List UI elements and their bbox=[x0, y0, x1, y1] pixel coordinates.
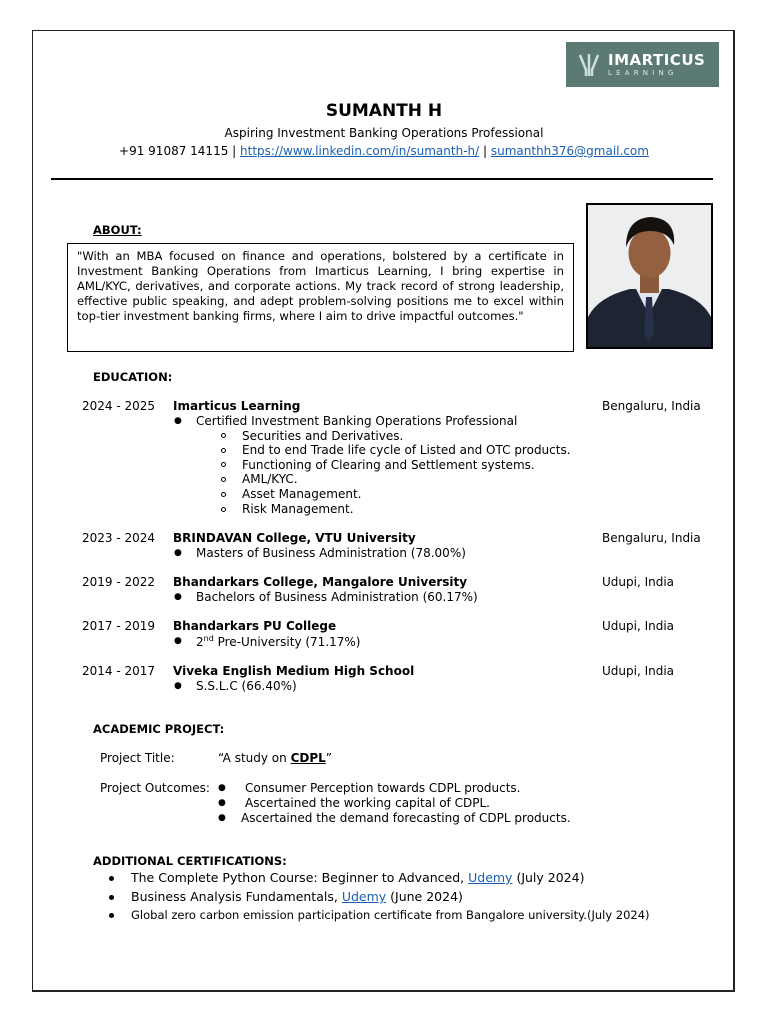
cert-text: Global zero carbon emission participation certificate from Bangalore university.(July 2024) bbox=[131, 908, 650, 922]
cert-text: Business Analysis Fundamentals, bbox=[131, 889, 342, 904]
bullet-icon: ● bbox=[174, 636, 182, 646]
project-outcome: Ascertained the demand forecasting of CDPL products. bbox=[241, 811, 571, 825]
detail-superscript: nd bbox=[203, 634, 214, 643]
education-heading: EDUCATION: bbox=[93, 370, 173, 384]
circle-bullet-icon bbox=[221, 433, 226, 438]
candidate-name: SUMANTH H bbox=[325, 101, 443, 121]
education-location: Udupi, India bbox=[602, 575, 675, 589]
education-years: 2023 - 2024 bbox=[82, 531, 156, 545]
logo-mark-icon bbox=[578, 52, 600, 78]
project-title-label: Project Title: bbox=[100, 751, 175, 765]
udemy-link[interactable]: Udemy bbox=[468, 870, 513, 885]
education-detail: S.S.L.C (66.40%) bbox=[196, 679, 297, 693]
contact-separator: | bbox=[479, 144, 491, 158]
education-subitem: Securities and Derivatives. bbox=[242, 429, 404, 443]
bullet-icon bbox=[109, 913, 114, 918]
phone-number: +91 91087 14115 bbox=[119, 144, 229, 158]
education-years: 2017 - 2019 bbox=[82, 619, 156, 633]
certification-item bbox=[131, 889, 463, 904]
education-subitem: AML/KYC. bbox=[242, 472, 298, 486]
bullet-icon: ● bbox=[218, 783, 226, 793]
education-subitem: Functioning of Clearing and Settlement systems. bbox=[242, 458, 535, 472]
project-title bbox=[218, 751, 332, 765]
linkedin-link[interactable]: https://www.linkedin.com/in/sumanth-h/ bbox=[240, 144, 480, 158]
education-institution: Imarticus Learning bbox=[173, 399, 301, 413]
circle-bullet-icon bbox=[221, 507, 226, 512]
logo-sub-text: LEARNING bbox=[608, 68, 678, 77]
education-years: 2024 - 2025 bbox=[82, 399, 156, 413]
education-subitem: Risk Management. bbox=[242, 502, 354, 516]
education-institution: Bhandarkars PU College bbox=[173, 619, 337, 633]
bullet-icon bbox=[109, 895, 114, 900]
project-title-suffix: ” bbox=[325, 751, 332, 765]
bullet-icon: ● bbox=[218, 798, 226, 808]
circle-bullet-icon bbox=[221, 492, 226, 497]
cert-date: (July 2024) bbox=[512, 870, 585, 885]
education-institution: Viveka English Medium High School bbox=[173, 664, 415, 678]
circle-bullet-icon bbox=[221, 462, 226, 467]
education-location: Bengaluru, India bbox=[602, 531, 701, 545]
logo-main-text: IMARTICUS bbox=[608, 50, 706, 69]
imarticus-logo bbox=[566, 42, 719, 87]
project-outcome: Consumer Perception towards CDPL products. bbox=[245, 781, 521, 795]
education-years: 2014 - 2017 bbox=[82, 664, 156, 678]
contact-line bbox=[0, 144, 768, 158]
education-location: Bengaluru, India bbox=[602, 399, 701, 413]
bullet-icon: ● bbox=[174, 548, 182, 558]
contact-separator: | bbox=[228, 144, 241, 158]
project-title-emph: CDPL bbox=[290, 751, 326, 765]
cert-date: (June 2024) bbox=[386, 889, 463, 904]
email-link[interactable]: sumanthh376@gmail.com bbox=[490, 144, 649, 158]
education-location: Udupi, India bbox=[602, 619, 675, 633]
bullet-icon: ● bbox=[174, 681, 182, 691]
candidate-tagline: Aspiring Investment Banking Operations Professional bbox=[224, 126, 544, 140]
project-outcomes-label: Project Outcomes: bbox=[100, 781, 210, 795]
detail-number: 2 bbox=[196, 635, 204, 649]
circle-bullet-icon bbox=[221, 477, 226, 482]
project-heading: ACADEMIC PROJECT: bbox=[93, 722, 225, 736]
profile-photo bbox=[586, 203, 713, 349]
education-years: 2019 - 2022 bbox=[82, 575, 156, 589]
udemy-link[interactable]: Udemy bbox=[341, 889, 387, 904]
bullet-icon: ● bbox=[174, 592, 182, 602]
education-detail: Masters of Business Administration (78.00%) bbox=[196, 546, 466, 560]
certifications-heading: ADDITIONAL CERTIFICATIONS: bbox=[93, 854, 287, 868]
education-institution: BRINDAVAN College, VTU University bbox=[173, 531, 416, 545]
cert-text: The Complete Python Course: Beginner to Advanced, bbox=[131, 870, 469, 885]
person-photo-icon bbox=[588, 205, 711, 347]
resume-page bbox=[32, 30, 735, 992]
education-detail: Bachelors of Business Administration (60.17%) bbox=[196, 590, 478, 604]
project-title-prefix: “A study on bbox=[218, 751, 291, 765]
circle-bullet-icon bbox=[221, 448, 226, 453]
education-institution: Bhandarkars College, Mangalore University bbox=[173, 575, 468, 589]
education-subitem: End to end Trade life cycle of Listed and OTC products. bbox=[242, 443, 571, 457]
project-outcome: Ascertained the working capital of CDPL. bbox=[245, 796, 490, 810]
header-divider bbox=[51, 178, 713, 180]
bullet-icon bbox=[109, 876, 114, 881]
about-text-box: "With an MBA focused on finance and operations, bolstered by a certificate in Investment Banking Operations from Imarticus Learning, I bring expertise in AML/KYC, derivatives, and corporate actions. My track record of strong leadership, effective public speaking, and adept problem-solving positions me to excel within top-tier investment banking firms, where I aim to drive impactful outcomes." bbox=[67, 243, 574, 352]
bullet-icon: ● bbox=[218, 813, 226, 823]
certification-item bbox=[131, 870, 584, 885]
bullet-icon: ● bbox=[174, 416, 182, 426]
education-detail: Certified Investment Banking Operations Professional bbox=[196, 414, 518, 428]
detail-rest: Pre-University (71.17%) bbox=[213, 635, 361, 649]
education-detail bbox=[196, 634, 361, 649]
education-subitem: Asset Management. bbox=[242, 487, 362, 501]
about-heading: ABOUT: bbox=[93, 223, 142, 237]
certification-item bbox=[131, 908, 650, 922]
education-location: Udupi, India bbox=[602, 664, 675, 678]
